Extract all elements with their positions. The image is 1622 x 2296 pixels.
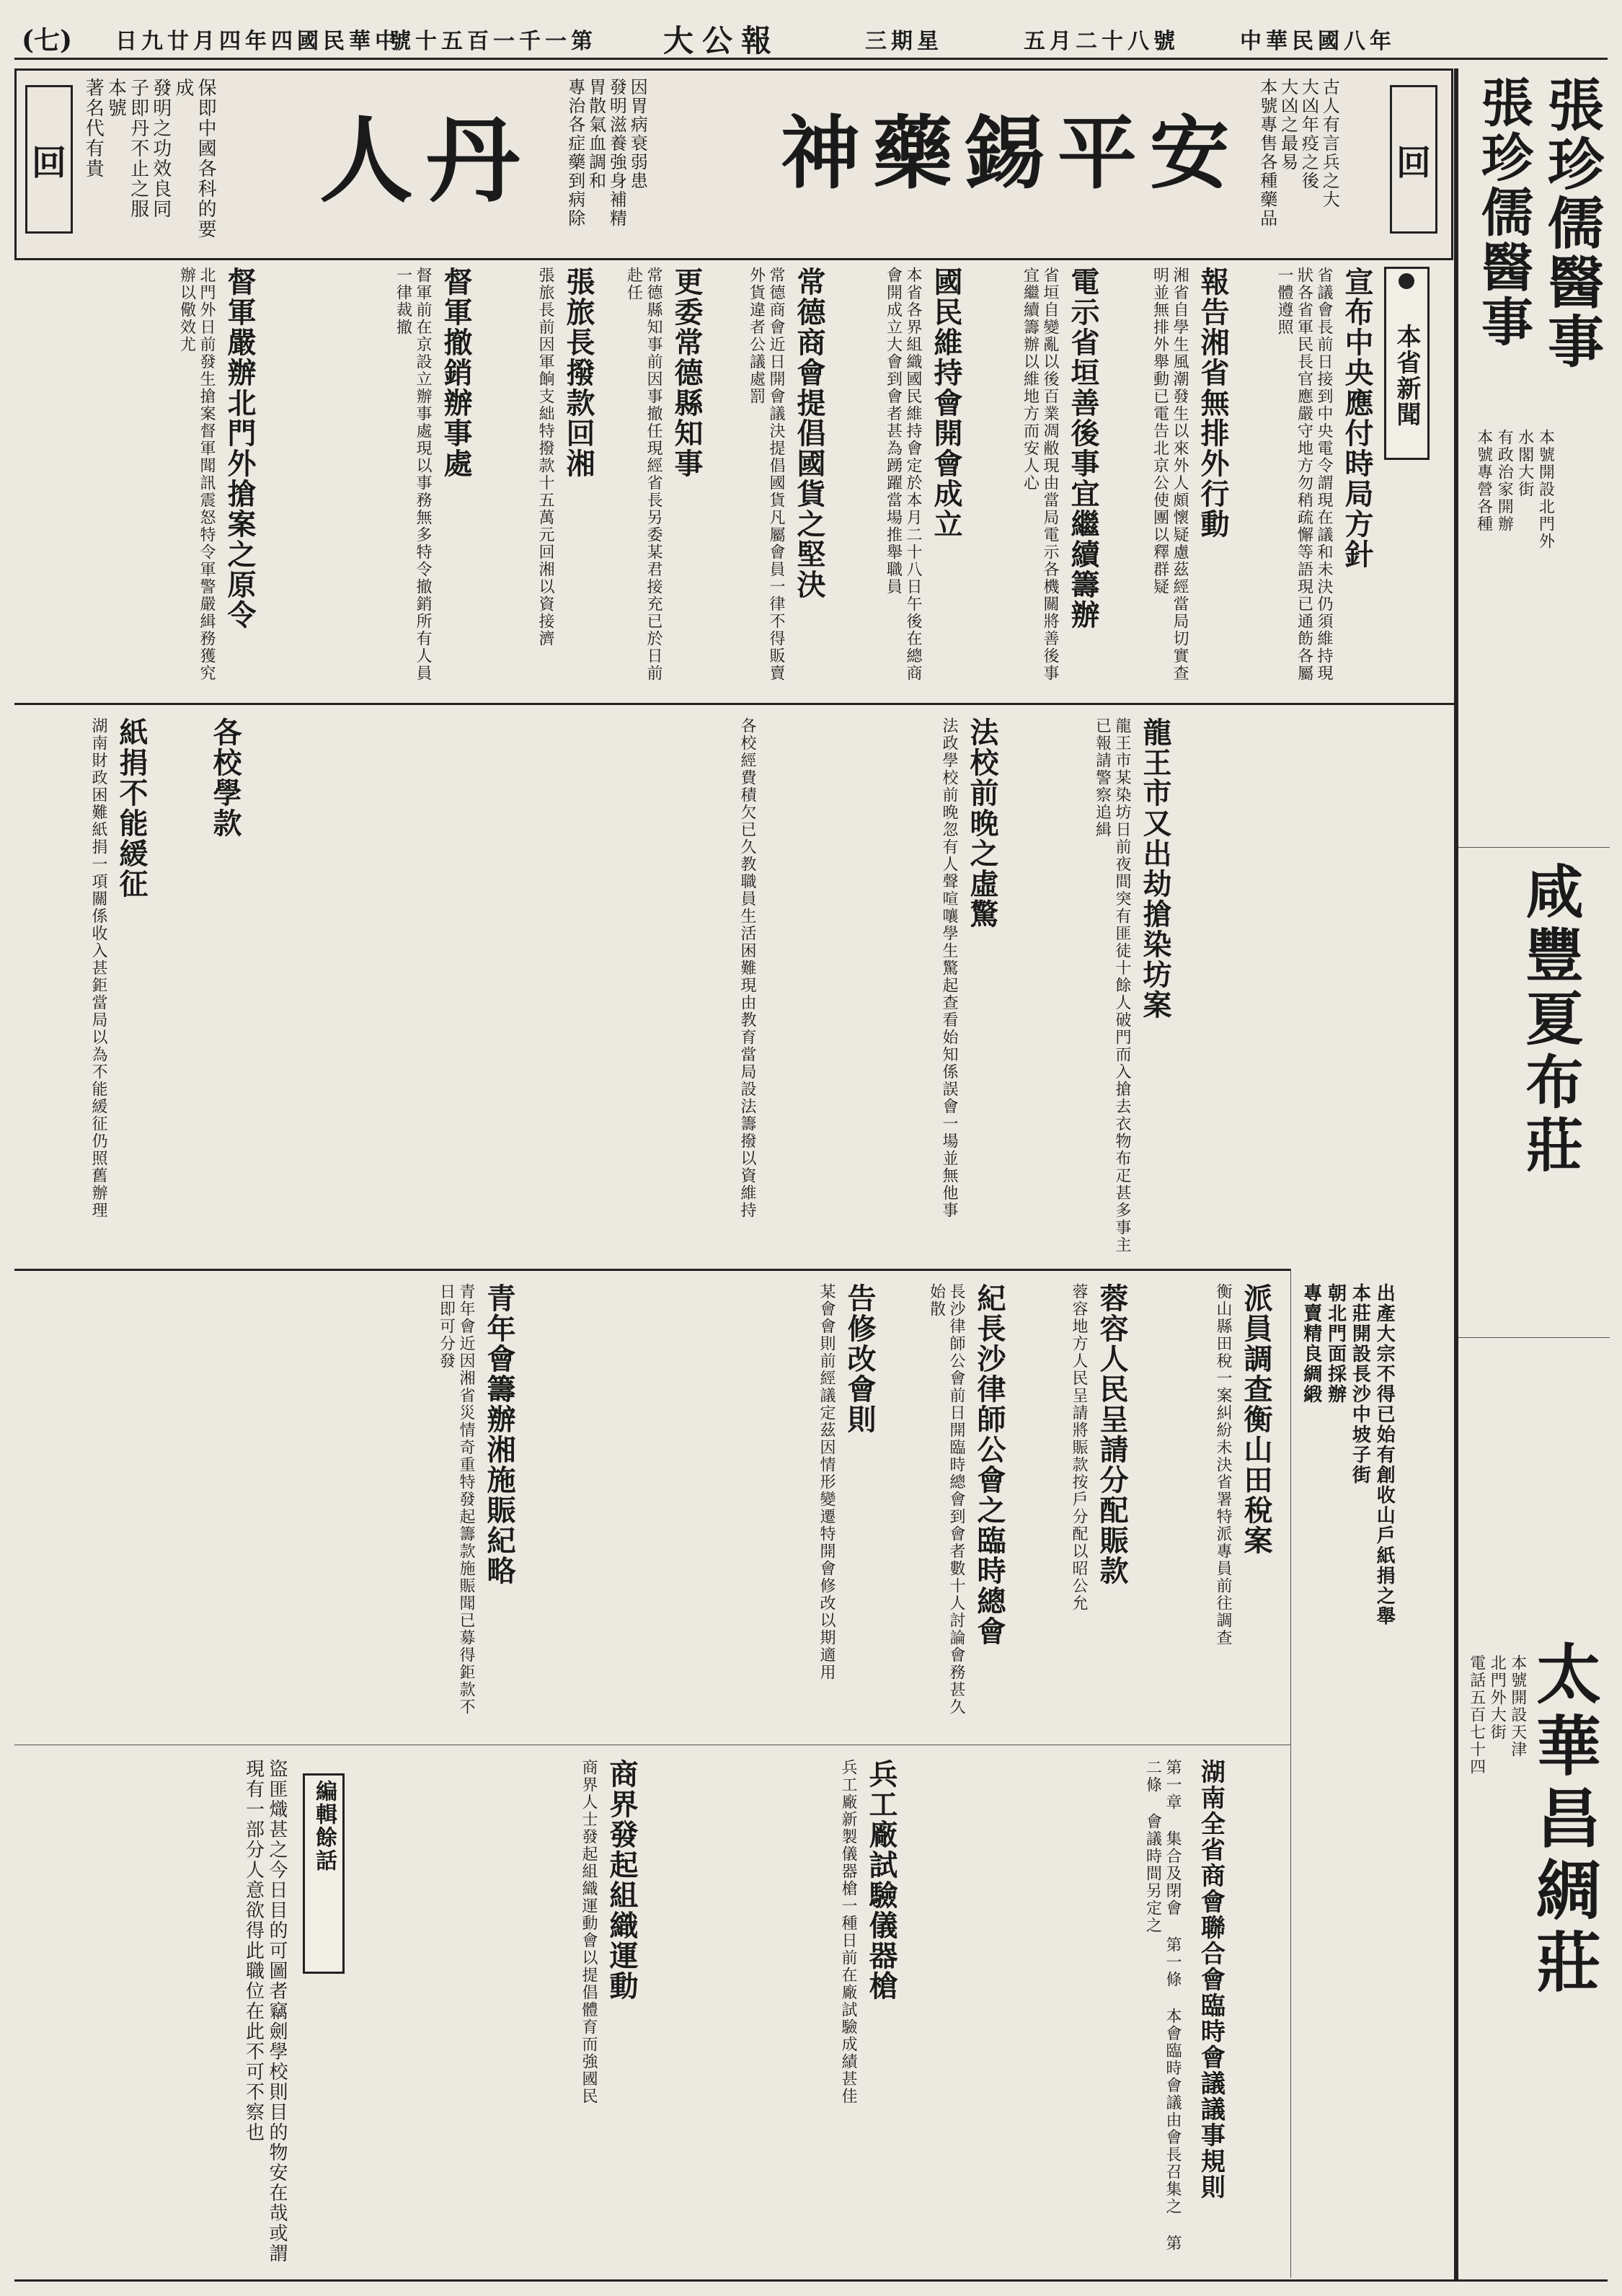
right-bottom-line: 電話五百七十四 — [1467, 1654, 1486, 1776]
article-headline: 蓉容人民呈請分配賑款 — [1095, 1283, 1129, 1586]
right-ad-line: 本號專售各種藥品 — [1257, 78, 1277, 228]
right-notice-line: 本號專營各種 — [1474, 429, 1493, 533]
article-headline: 督軍撤銷辦事處 — [439, 267, 473, 479]
bullet-icon — [1399, 273, 1414, 289]
article-body: 省垣自變亂以後百業凋敝現由當局電示各機關將善後事宜繼續籌辦以維地方而安人心 — [1021, 267, 1059, 682]
dateline-issue: 號十五百一千一第 — [389, 29, 597, 54]
right-ad-line: 古人有言兵之大 — [1319, 78, 1340, 209]
article-headline: 常德商會提倡國貨之堅決 — [792, 267, 826, 600]
left-ad-line: 本號 — [105, 78, 127, 118]
article-headline: 國民維持會開會成立 — [929, 267, 963, 539]
article-headline: 派員調查衡山田稅案 — [1239, 1283, 1273, 1556]
article-headline: 兵工廠試驗儀器槍 — [864, 1759, 898, 2001]
article-headline: 電示省垣善後事宜繼續籌辦 — [1066, 267, 1100, 630]
article-headline: 法校前晚之虛驚 — [965, 717, 999, 929]
column-rule — [1454, 68, 1456, 2282]
right-brand-middle: 咸豐夏布莊 — [1516, 861, 1584, 1179]
article-body: 督軍前在京設立辦事處現以事務無多特令撤銷所有人員一律裁撤 — [394, 267, 432, 682]
article-body: 北門外日前發生搶案督軍聞訊震怒特令軍警嚴緝務獲究辦以儆效尤 — [177, 267, 216, 682]
article-body: 兵工廠新製儀器槍一種日前在廠試驗成績甚佳 — [839, 1759, 857, 2105]
article-headline: 青年會籌辦湘施賑紀略 — [482, 1283, 516, 1586]
center-ad-line: 發明滋養強身補精 — [606, 78, 627, 228]
article-headline: 宣布中央應付時局方針 — [1340, 267, 1374, 569]
dateline-lunar: 五月二十八號 — [1024, 29, 1179, 54]
article-body: 法政學校前晚忽有人聲喧嚷學生驚起查看始知係誤會一場並無他事 — [940, 717, 958, 1219]
article-body: 各校經費積欠已久教職員生活困難現由教育當局設法籌撥以資維持 — [738, 717, 756, 1219]
masthead-box-left: 回 — [25, 85, 73, 234]
right-bottom-line: 本號開設天津 — [1508, 1654, 1527, 1758]
local-news-section-label: 本省新聞 — [1384, 267, 1430, 460]
article-body: 湖南財政困難紙捐一項關係收入甚鉅當局以為不能緩征仍照舊辦理 — [89, 717, 107, 1219]
center-ad-line: 專治各症藥到病除 — [564, 78, 585, 228]
article-headline: 各校學款 — [208, 717, 242, 838]
right-lower-ad — [1290, 1269, 1453, 2278]
article-body: 省議會長前日接到中央電令謂現在議和未決仍須維持現狀各省軍民長官應嚴守地方勿稍疏懈等語現已通飭各屬一體遵照 — [1275, 267, 1333, 682]
article-body: 商界人士發起組織運動會以提倡體育而強國民 — [580, 1759, 598, 2105]
right-brand-top-sub: 張珍儒醫事 — [1473, 76, 1534, 350]
left-ad-title: 人丹 — [319, 105, 533, 216]
article-body: 龍王市某染坊日前夜間突有匪徒十餘人破門而入搶去衣物布疋甚多事主已報請警察追緝 — [1093, 717, 1131, 1254]
article-body: 常德商會近日開會議決提倡國貨凡屬會員一律不得販賣外貨違者公議處罰 — [747, 267, 785, 682]
article-headline: 督軍嚴辦北門外搶案之原令 — [223, 267, 257, 630]
article-body: 某會會則前經議定茲因情形變遷特開會修改以期適用 — [817, 1283, 836, 1681]
article-headline: 告修改會則 — [843, 1283, 877, 1435]
article-headline: 報告湘省無排外行動 — [1196, 267, 1230, 539]
left-ad-line: 著名代有貴 — [82, 78, 105, 179]
middle-news-block — [14, 710, 1456, 1265]
right-ad-title: 神藥錫平安 — [781, 107, 1242, 200]
right-lower-ad-line: 專賣精良綢緞 — [1300, 1283, 1322, 1404]
right-ad-line: 大凶之最易 — [1277, 78, 1298, 172]
article-body: 青年會近因湘省災情奇重特發起籌款施賑聞已募得鉅款不日即可分發 — [437, 1283, 475, 1716]
right-lower-ad-line: 出產大宗不得已始有創收山戶紙捐之舉 — [1373, 1283, 1396, 1626]
article-headline: 紀長沙律師公會之臨時總會 — [972, 1283, 1006, 1646]
dateline-date: 日九廿月四年四國民華中 — [115, 29, 401, 54]
dateline-masthead-small: 大公報 — [663, 23, 781, 58]
right-lower-ad-line: 本莊開設長沙中坡子街 — [1349, 1283, 1371, 1485]
left-ad-line: 子即丹不止之服 — [127, 78, 149, 219]
article-headline: 紙捐不能緩征 — [115, 717, 149, 899]
editorial-label: 編輯餘話 — [303, 1773, 345, 1974]
right-bottom-line: 北門外大街 — [1488, 1654, 1507, 1741]
center-ad-line: 胃散氣血調和 — [585, 78, 606, 190]
center-ad-line: 因胃病衰弱患 — [627, 78, 648, 190]
right-ad-lines — [1257, 78, 1339, 251]
article-headline: 張旅長撥款回湘 — [562, 267, 595, 479]
right-ad-line: 大凶年疫之後 — [1298, 78, 1319, 190]
article-body: 長沙律師公會前日開臨時總會到會者數十人討論會務甚久始散 — [927, 1283, 965, 1716]
dateline-weekday: 三期星 — [865, 29, 943, 54]
article-headline: 龍王市又出劫搶染坊案 — [1138, 717, 1172, 1020]
article-headline: 更委常德縣知事 — [670, 267, 704, 479]
right-notice-line: 水閣大街 — [1515, 429, 1534, 498]
article-body: 常德縣知事前因事撤任現經省長另委某君接充已於日前赴任 — [624, 267, 662, 682]
right-brand-bottom: 太華昌綢莊 — [1525, 1640, 1601, 2000]
right-brand-top: 張珍儒醫事 — [1538, 76, 1604, 371]
article-body: 湘省自學生風潮發生以來外人頗懷疑慮茲經當局切實查明並無排外舉動已電告北京公使團以釋群疑 — [1151, 267, 1189, 682]
article-body: 衡山縣田稅一案糾紛未決省署特派專員前往調查 — [1214, 1283, 1232, 1646]
right-lower-ad-lines — [1298, 1283, 1396, 2256]
right-notice-line: 有政治家開辦 — [1495, 429, 1514, 533]
right-lower-ad-line: 朝北門面採辦 — [1324, 1283, 1347, 1404]
article-body: 蓉容地方人民呈請將賑款按戶分配以昭公允 — [1070, 1283, 1088, 1612]
right-notice-lines — [1473, 429, 1555, 804]
left-ad-lines — [81, 78, 216, 251]
section-divider — [14, 703, 1456, 705]
page-number: (七) — [22, 25, 73, 56]
lower-news-block — [14, 1276, 1290, 2282]
article-body: 本省各界組織國民維持會定於本月二十八日午後在總商會開成立大會到會者甚為踴躍當場推舉職員 — [884, 267, 922, 682]
right-notice-line: 本號開設北門外 — [1536, 429, 1555, 550]
dateline-bar — [14, 14, 1608, 60]
masthead-ad-band — [14, 68, 1453, 260]
masthead-box-right: 回 — [1390, 85, 1437, 234]
left-ad-line: 發明之功效良同 — [149, 78, 172, 219]
editorial-body: 盜匪熾甚之今日目的可圖者竊劍學校則目的物安在哉或謂現有一部分人意欲得此職位在此不可不察也 — [242, 1759, 288, 2264]
local-news-block — [14, 260, 1453, 699]
right-ad-column — [1456, 68, 1610, 2282]
article-body: 第一章 集合及閉會 第一條 本會臨時會議由會長召集之 第二條 會議時間另定之 — [1143, 1759, 1182, 2252]
article-body: 張旅長前因軍餉支絀特撥款十五萬元回湘以資接濟 — [536, 267, 554, 647]
article-headline: 商界發起組織運動 — [605, 1759, 639, 2001]
center-ad-lines — [564, 78, 647, 251]
article-headline: 湖南全省商會聯合會臨時會議議事規則 — [1196, 1759, 1226, 2200]
right-col-rule — [1458, 847, 1610, 848]
dateline-gregorian: 中華民國八年 — [1240, 29, 1396, 54]
section-divider — [14, 1269, 1290, 1271]
right-bottom-lines — [1466, 1654, 1528, 2087]
left-ad-line: 保即中國各科的要成 — [172, 78, 217, 239]
bottom-rule — [14, 2279, 1608, 2282]
right-col-rule — [1458, 1337, 1610, 1338]
